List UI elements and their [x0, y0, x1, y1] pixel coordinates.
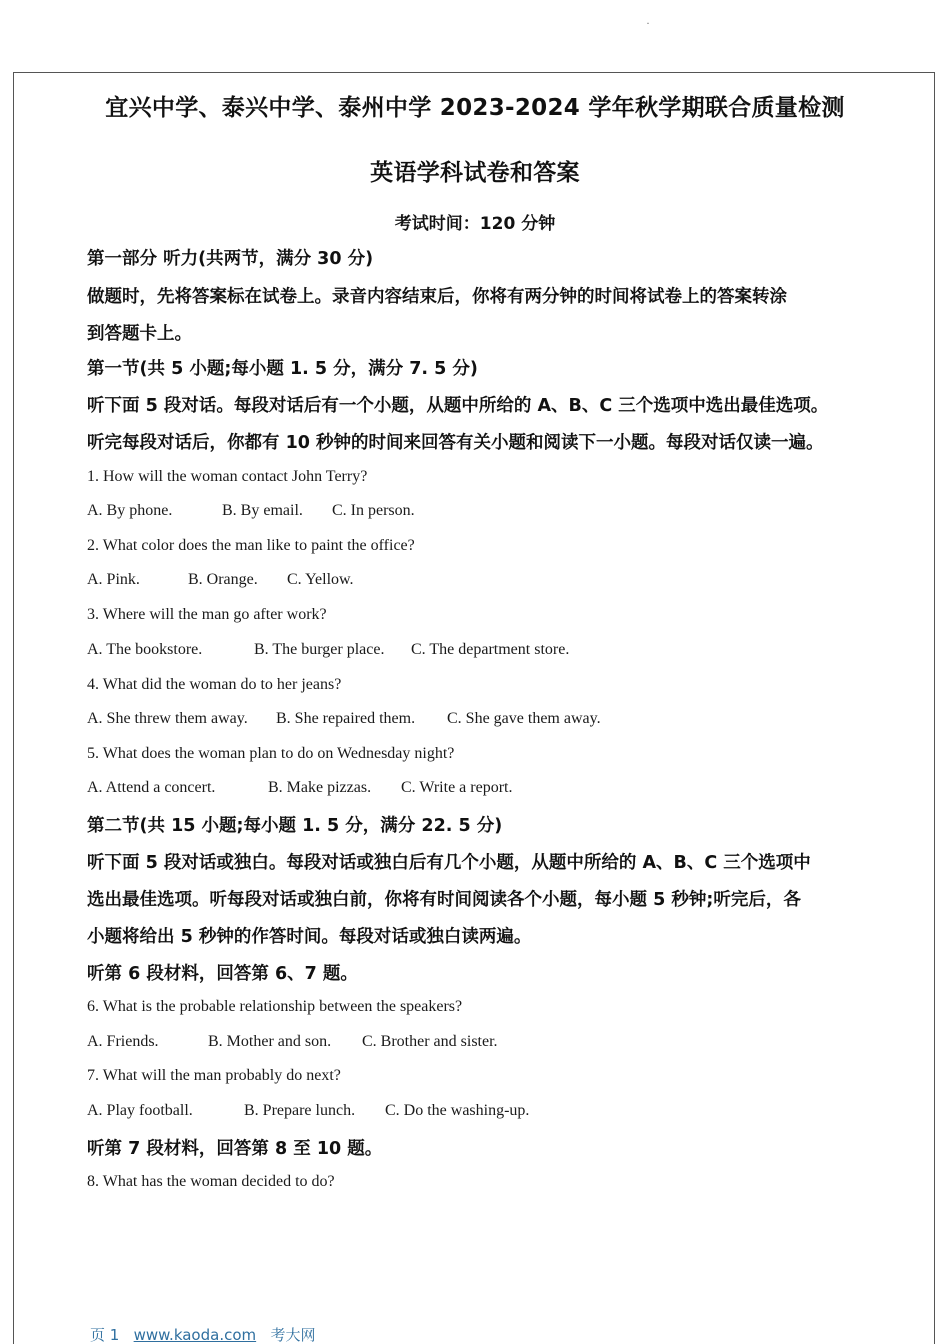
section2-instruction-1: 听下面 5 段对话或独白。每段对话或独白后有几个小题，从题中所给的 A、B、C 三个选项中 [87, 853, 811, 873]
exam-time: 考试时间：120 分钟 [394, 214, 556, 234]
question-6: 6. What is the probable relationship between the speakers? [87, 998, 463, 1015]
q1-option-a: A. By phone. [87, 502, 173, 519]
q3-option-c: C. The department store. [411, 641, 570, 658]
q4-option-c: C. She gave them away. [447, 710, 601, 727]
section2-instruction-2: 选出最佳选项。听每段对话或独白前，你将有时间阅读各个小题，每小题 5 秒钟;听完后，各 [87, 890, 801, 910]
material-6-heading: 听第 6 段材料，回答第 6、7 题。 [87, 964, 358, 984]
q7-option-c: C. Do the washing-up. [385, 1102, 530, 1119]
q5-option-b: B. Make pizzas. [268, 779, 372, 796]
question-1: 1. How will the woman contact John Terry? [87, 468, 368, 485]
q3-option-b: B. The burger place. [254, 641, 385, 658]
q6-option-b: B. Mother and son. [208, 1033, 332, 1050]
document-title: 宜兴中学、泰兴中学、泰州中学 2023-2024 学年秋学期联合质量检测 [105, 95, 845, 121]
q2-option-c: C. Yellow. [287, 571, 354, 588]
question-8: 8. What has the woman decided to do? [87, 1173, 335, 1190]
q2-option-b: B. Orange. [188, 571, 258, 588]
part1-heading: 第一部分 听力(共两节，满分 30 分) [87, 249, 374, 269]
page-footer [90, 1324, 315, 1344]
section1-instruction-2: 听完每段对话后，你都有 10 秒钟的时间来回答有关小题和阅读下一小题。每段对话仅读一遍。 [87, 433, 824, 453]
question-4: 4. What did the woman do to her jeans? [87, 676, 342, 693]
part1-instruction-1: 做题时，先将答案标在试卷上。录音内容结束后，你将有两分钟的时间将试卷上的答案转涂 [87, 287, 787, 307]
q2-option-a: A. Pink. [87, 571, 140, 588]
q3-option-a: A. The bookstore. [87, 641, 203, 658]
q5-option-c: C. Write a report. [401, 779, 513, 796]
site-link[interactable]: www.kaoda.com [133, 1326, 257, 1344]
section2-instruction-3: 小题将给出 5 秒钟的作答时间。每段对话或独白读两遍。 [87, 927, 532, 947]
q4-option-a: A. She threw them away. [87, 710, 248, 727]
section2-heading: 第二节(共 15 小题;每小题 1. 5 分，满分 22. 5 分) [87, 816, 503, 836]
q1-option-c: C. In person. [332, 502, 415, 519]
q6-option-c: C. Brother and sister. [362, 1033, 498, 1050]
material-7-heading: 听第 7 段材料，回答第 8 至 10 题。 [87, 1139, 383, 1159]
top-dot: · [646, 16, 650, 30]
q7-option-b: B. Prepare lunch. [244, 1102, 356, 1119]
page-number: 页 1 [90, 1326, 120, 1344]
q7-option-a: A. Play football. [87, 1102, 193, 1119]
section1-heading: 第一节(共 5 小题;每小题 1. 5 分，满分 7. 5 分) [87, 359, 478, 379]
part1-instruction-2: 到答题卡上。 [87, 324, 192, 344]
q5-option-a: A. Attend a concert. [87, 779, 216, 796]
question-5: 5. What does the woman plan to do on Wednesday night? [87, 745, 455, 762]
question-3: 3. Where will the man go after work? [87, 606, 327, 623]
document-subtitle: 英语学科试卷和答案 [370, 160, 580, 186]
section1-instruction-1: 听下面 5 段对话。每段对话后有一个小题，从题中所给的 A、B、C 三个选项中选出最佳选项。 [87, 396, 829, 416]
question-7: 7. What will the man probably do next? [87, 1067, 341, 1084]
site-name: 考大网 [270, 1326, 316, 1344]
q6-option-a: A. Friends. [87, 1033, 159, 1050]
q4-option-b: B. She repaired them. [276, 710, 416, 727]
q1-option-b: B. By email. [222, 502, 303, 519]
question-2: 2. What color does the man like to paint the office? [87, 537, 415, 554]
